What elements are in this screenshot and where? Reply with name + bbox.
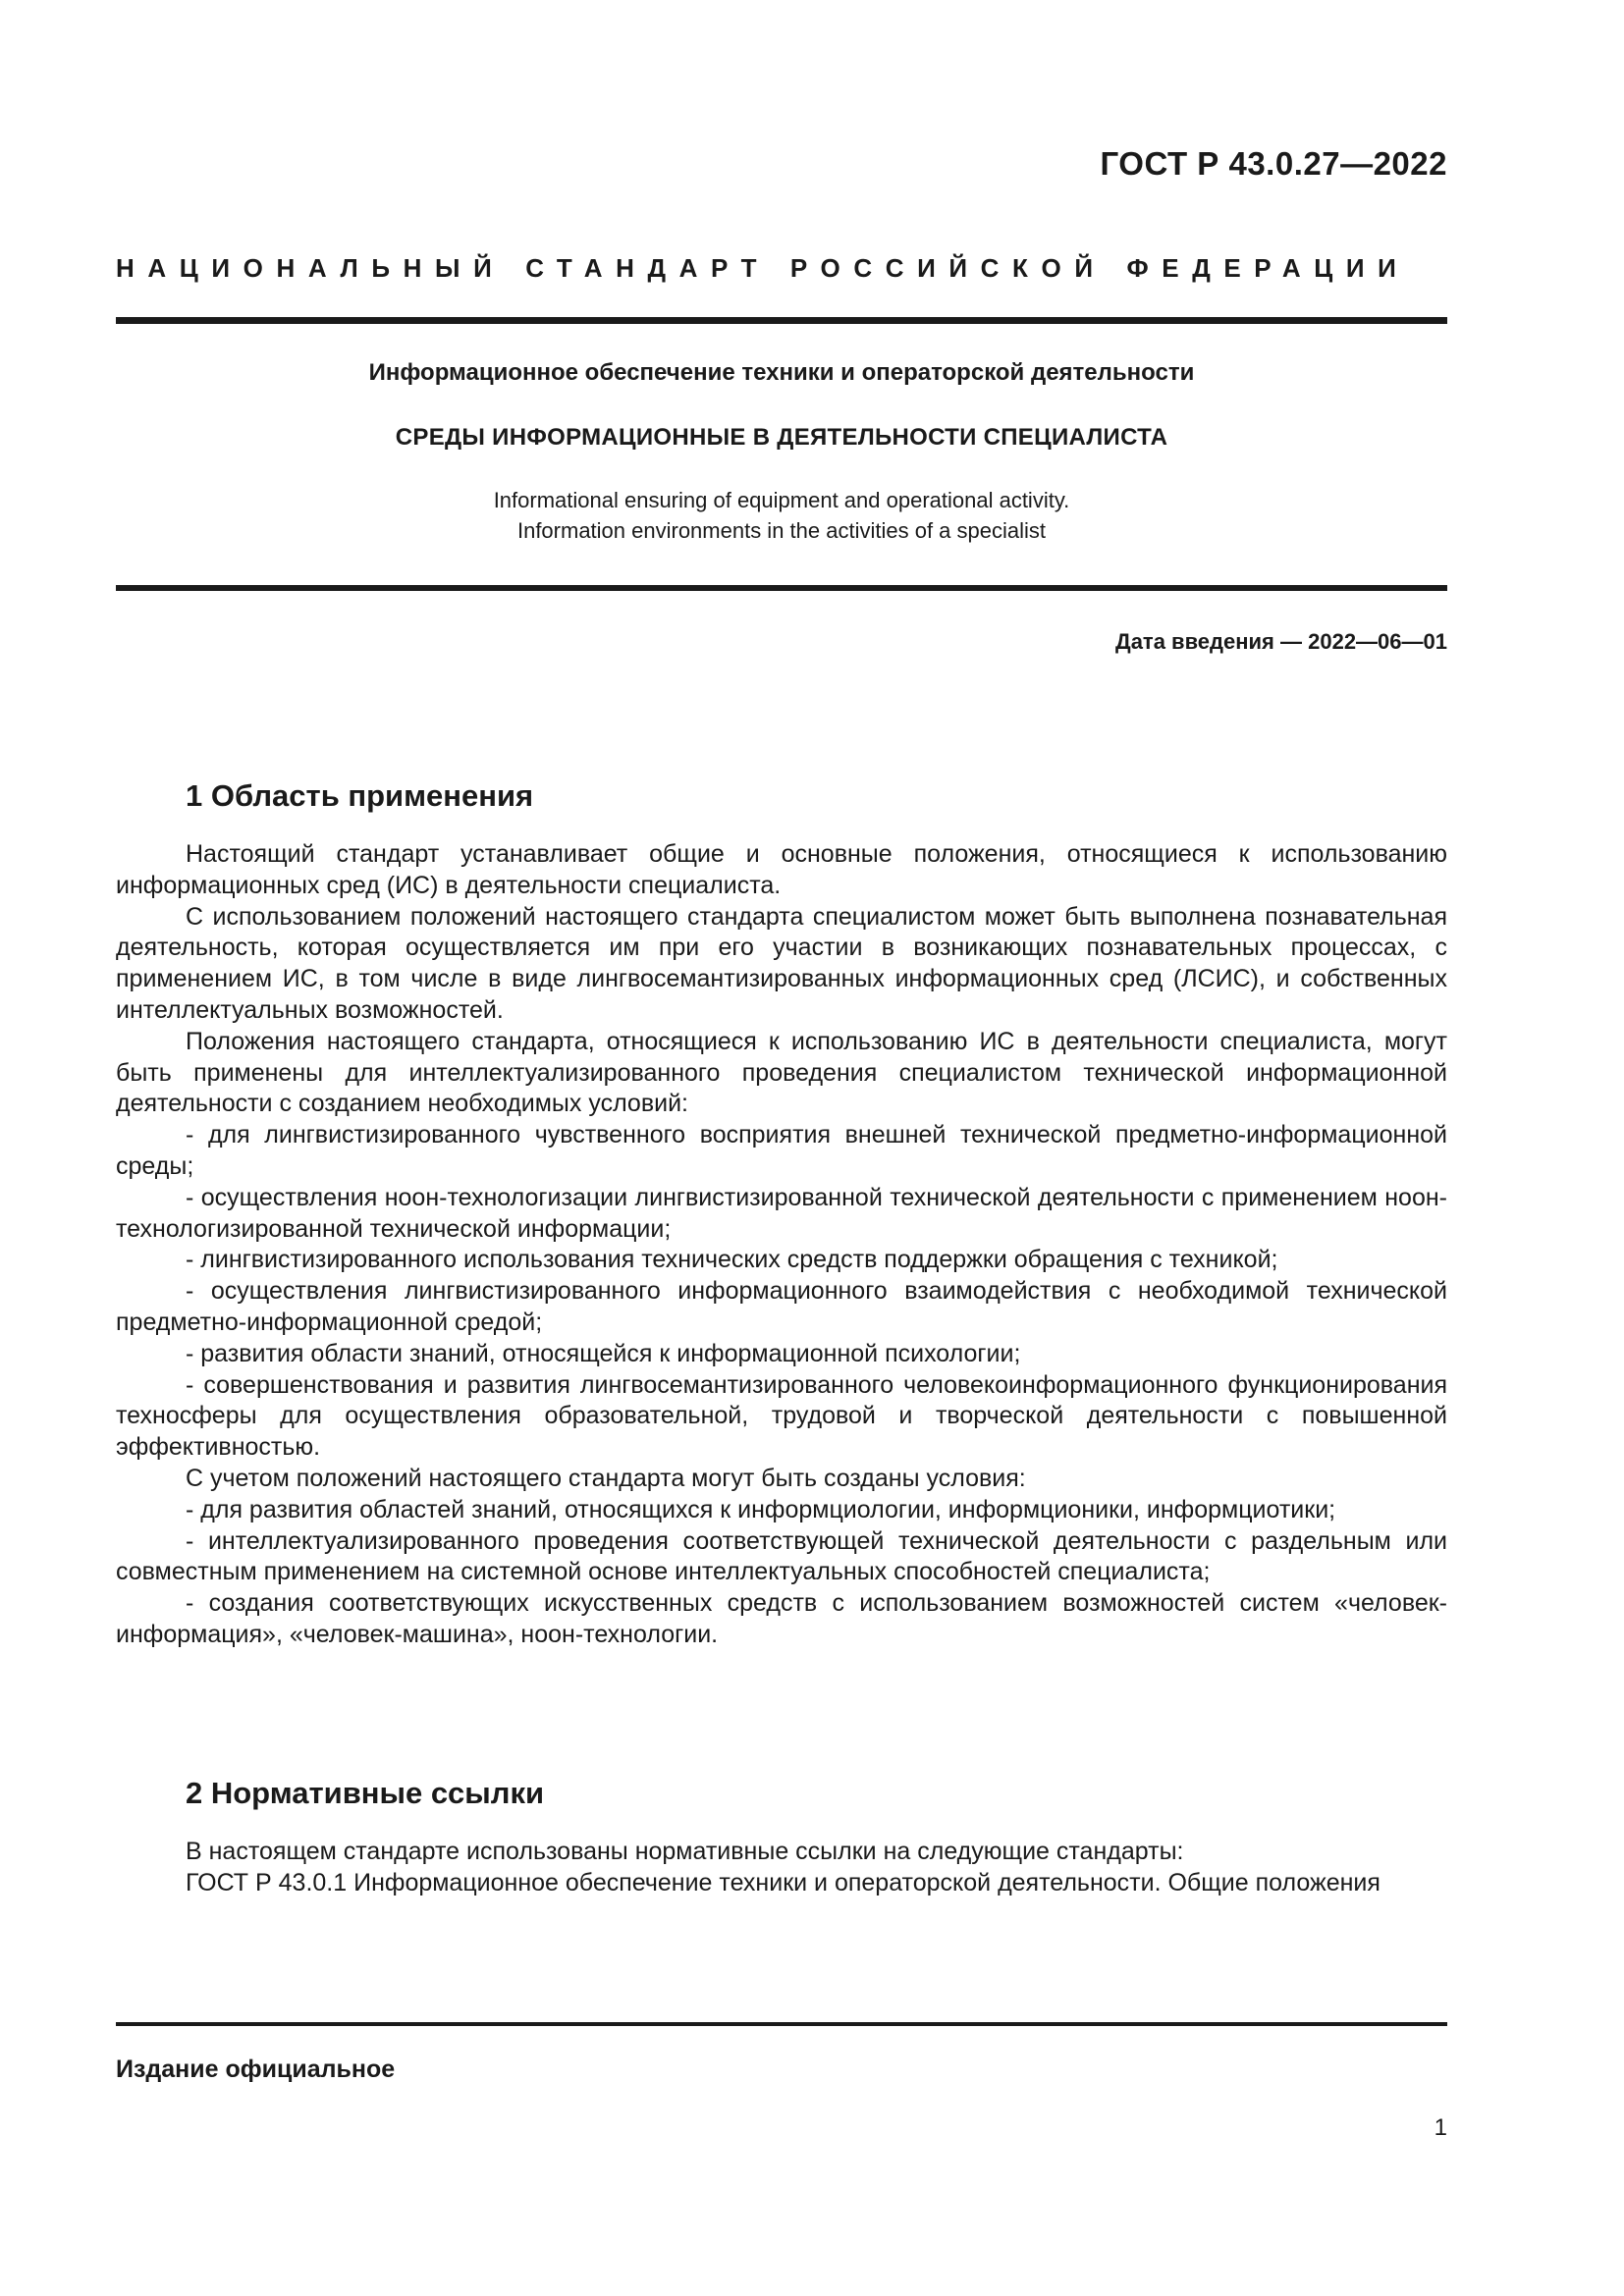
- section-1-heading: 1 Область применения: [186, 778, 534, 813]
- list-item: - осуществления лингвистизированного информационного взаимодействия с необходимой технической предметно-информационной средой;: [116, 1277, 1447, 1336]
- section-2-heading: 2 Нормативные ссылки: [186, 1776, 545, 1810]
- english-title-line-2: Information environments in the activities of a specialist: [516, 518, 1047, 543]
- page-number: 1: [1434, 2114, 1447, 2141]
- footer-divider: [116, 2022, 1447, 2026]
- list-item: - осуществления ноон-технологизации лингвистизированной технической деятельности с применением ноон-технологизированной технической информации;: [116, 1183, 1447, 1243]
- list-item: - создания соответствующих искусственных средств с использованием возможностей систем «человек-информация», «человек-машина», ноон-технологии.: [116, 1589, 1447, 1648]
- official-edition-label: Издание официальное: [116, 2056, 396, 2083]
- list-item: - развития области знаний, относящейся к информационной психологии;: [186, 1339, 1021, 1367]
- paragraph: С учетом положений настоящего стандарта могут быть созданы условия:: [186, 1464, 1026, 1492]
- list-item: - совершенствования и развития лингвосемантизированного человекоинформационного функционирования техносферы для осуществления образовательной, трудовой и творческой деятельности с повышенной эффективностью.: [116, 1370, 1447, 1462]
- national-standard-title: НАЦИОНАЛЬНЫЙ СТАНДАРТ РОССИЙСКОЙ ФЕДЕРАЦИИ: [116, 253, 1410, 283]
- section-2-body: [116, 1837, 1447, 1899]
- gost-code: ГОСТ Р 43.0.27—2022: [1100, 145, 1447, 182]
- document-subtitle: Информационное обеспечение техники и операторской деятельности: [368, 359, 1195, 386]
- english-title: [116, 485, 1447, 546]
- introduction-date: Дата введения — 2022—06—01: [1115, 629, 1447, 654]
- paragraph: С использованием положений настоящего стандарта специалистом может быть выполнена познавательная деятельность, которая осуществляется им при его участии в возникающих познавательных процессах, с применением ИС, в том числе в виде лингвосемантизированных информационных сред (ЛСИС), и собственных интеллектуальных возможностей.: [116, 902, 1447, 1024]
- list-item: - лингвистизированного использования технических средств поддержки обращения с техникой;: [186, 1246, 1278, 1274]
- section-1-body: [116, 839, 1447, 1651]
- paragraph: В настоящем стандарте использованы нормативные ссылки на следующие стандарты:: [186, 1838, 1184, 1865]
- top-divider: [116, 317, 1447, 324]
- title-divider: [116, 585, 1447, 591]
- list-item: - интеллектуализированного проведения соответствующей технической деятельности с раздельным или совместным применением на системной основе интеллектуальных способностей специалиста;: [116, 1526, 1447, 1586]
- paragraph: Настоящий стандарт устанавливает общие и основные положения, относящиеся к использованию информационных сред (ИС) в деятельности специалиста.: [116, 840, 1447, 899]
- list-item: - для развития областей знаний, относящихся к информциологии, информционики, информциотики;: [186, 1495, 1336, 1523]
- paragraph: Положения настоящего стандарта, относящиеся к использованию ИС в деятельности специалиста, могут быть применены для интеллектуализированного проведения специалистом технической информационной деятельности с созданием необходимых условий:: [116, 1027, 1447, 1118]
- document-title: СРЕДЫ ИНФОРМАЦИОННЫЕ В ДЕЯТЕЛЬНОСТИ СПЕЦИАЛИСТА: [395, 424, 1168, 451]
- document-page: [116, 0, 1447, 2296]
- list-item: - для лингвистизированного чувственного восприятия внешней технической предметно-информационной среды;: [116, 1121, 1447, 1180]
- normative-reference: ГОСТ Р 43.0.1 Информационное обеспечение техники и операторской деятельности. Общие положения: [186, 1868, 1380, 1896]
- english-title-line-1: Informational ensuring of equipment and operational activity.: [493, 488, 1070, 512]
